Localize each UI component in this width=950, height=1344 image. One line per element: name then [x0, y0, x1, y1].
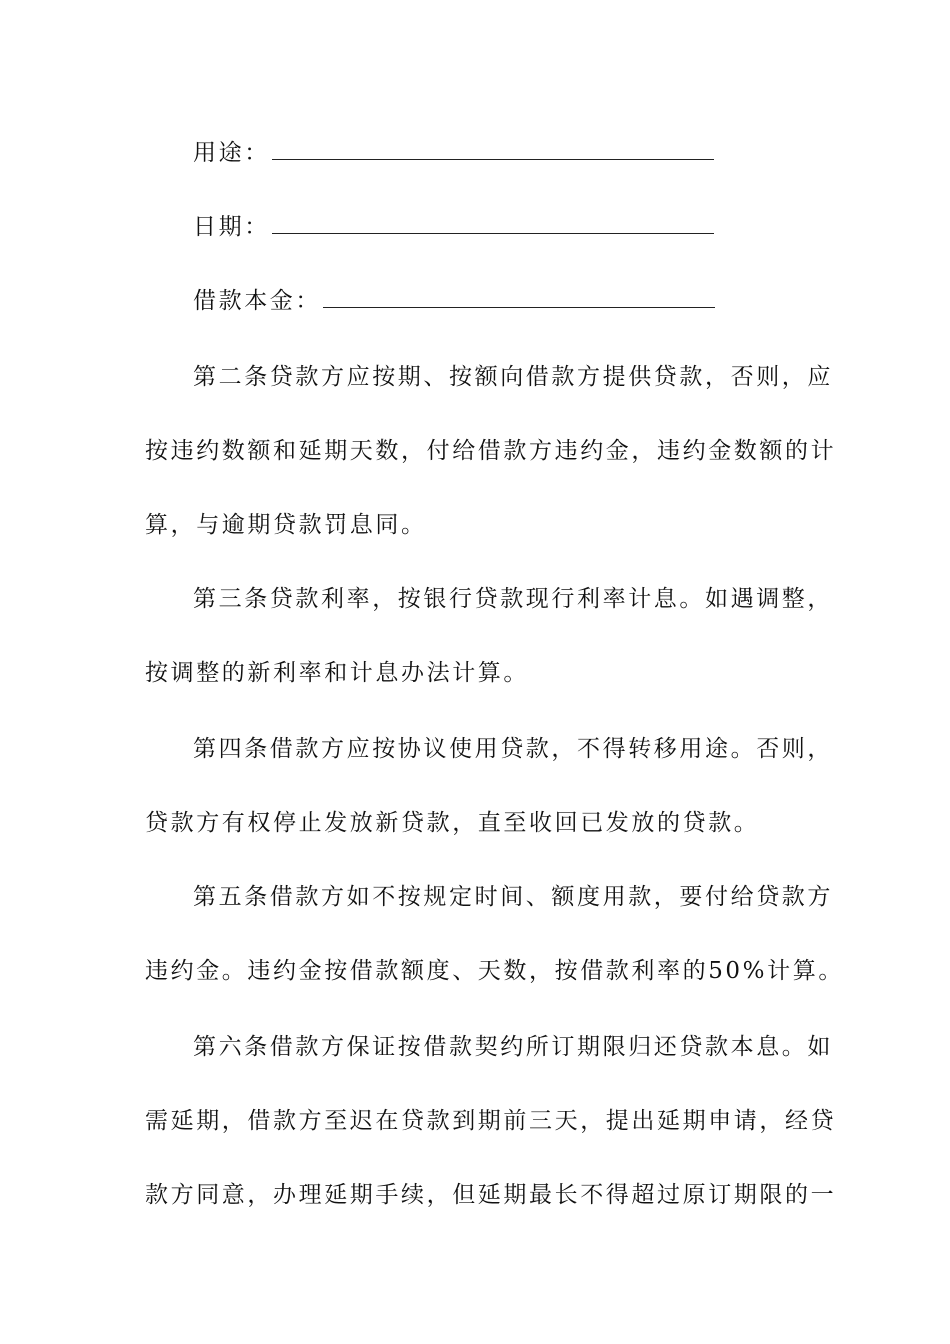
field-principal — [193, 286, 805, 316]
article-5-line-1: 第五条借款方如不按规定时间、额度用款，要付给贷款方 — [193, 884, 833, 910]
field-purpose — [193, 138, 805, 168]
article-3-line-1: 第三条贷款利率，按银行贷款现行利率计息。如遇调整， — [193, 586, 833, 612]
article-4-line-2: 贷款方有权停止发放新贷款，直至收回已发放的贷款。 — [145, 810, 760, 836]
article-5-line-2: 违约金。违约金按借款额度、天数，按借款利率的50%计算。 — [145, 958, 844, 984]
field-purpose-label: 用途： — [193, 140, 270, 166]
article-6-line-2: 需延期，借款方至迟在贷款到期前三天，提出延期申请，经贷 — [145, 1108, 837, 1134]
field-date-blank[interactable] — [272, 215, 714, 234]
article-2-line-1: 第二条贷款方应按期、按额向借款方提供贷款，否则，应 — [193, 364, 833, 390]
field-date — [193, 212, 805, 242]
article-2-line-3: 算，与逾期贷款罚息同。 — [145, 512, 427, 538]
field-principal-blank[interactable] — [323, 289, 715, 308]
field-principal-label: 借款本金： — [193, 288, 321, 314]
article-6-line-1: 第六条借款方保证按借款契约所订期限归还贷款本息。如 — [193, 1034, 833, 1060]
field-date-label: 日期： — [193, 214, 270, 240]
article-6-line-3: 款方同意，办理延期手续，但延期最长不得超过原订期限的一 — [145, 1182, 837, 1208]
article-4-line-1: 第四条借款方应按协议使用贷款，不得转移用途。否则， — [193, 736, 833, 762]
field-purpose-blank[interactable] — [272, 141, 714, 160]
article-3-line-2: 按调整的新利率和计息办法计算。 — [145, 660, 529, 686]
article-2-line-2: 按违约数额和延期天数，付给借款方违约金，违约金数额的计 — [145, 438, 837, 464]
